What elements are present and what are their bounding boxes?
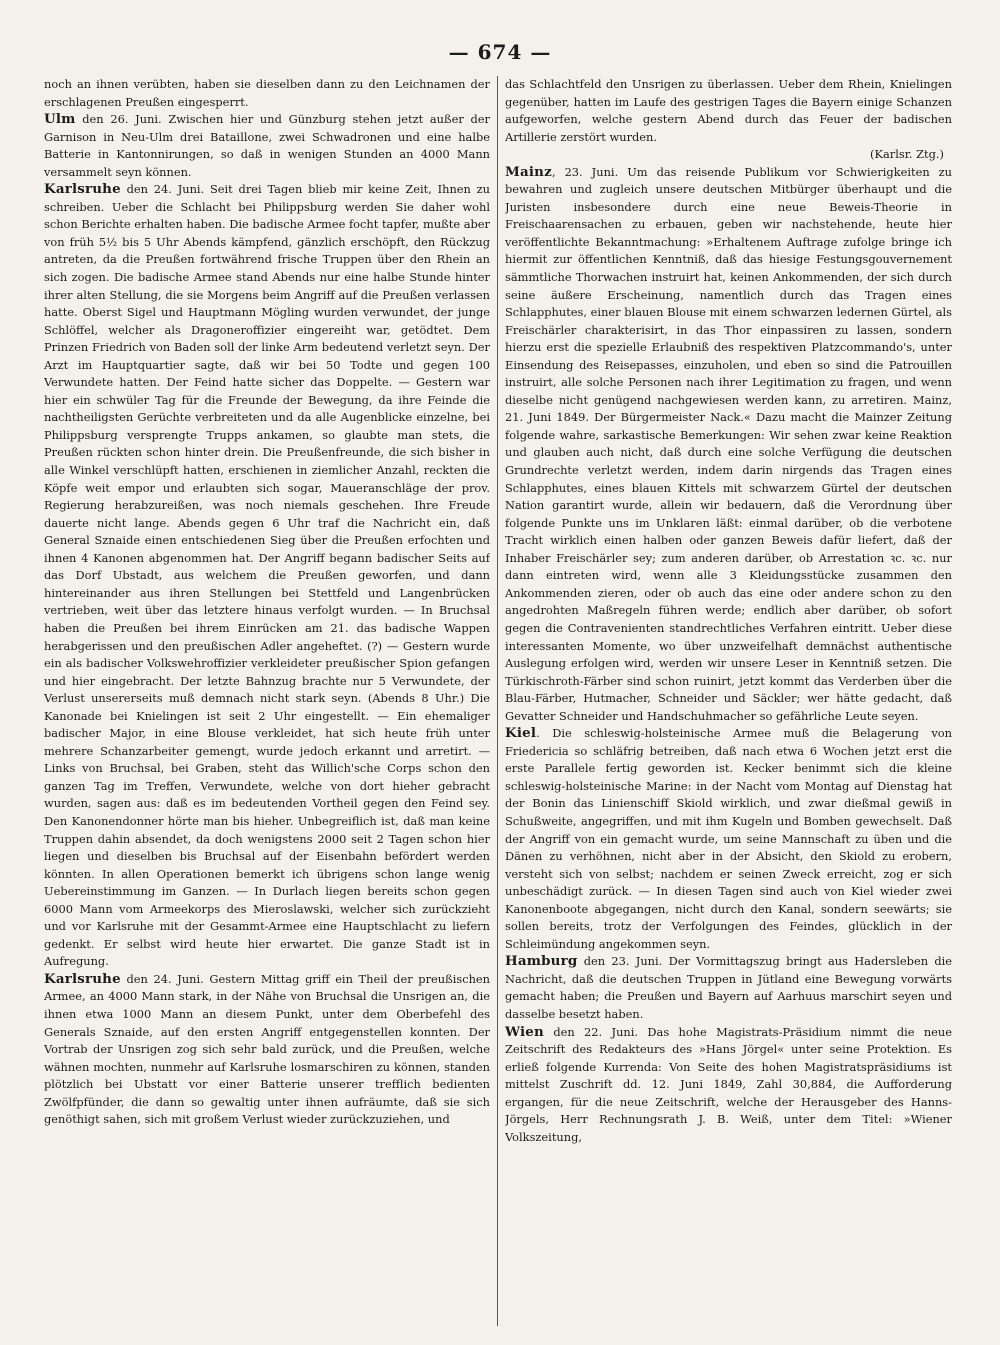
page-number: — 674 — — [448, 40, 552, 64]
article-paragraph — [44, 971, 490, 1129]
source-attribution — [505, 146, 952, 164]
article-text: den 23. Juni. Der Vormittagszug bringt aus Hadersleben die Nachricht, daß die deutschen Truppen in Jütland eine Bewegung vorwärts gemacht haben; die Preußen und Bayern auf Aarhuus marschirt seyen und dasselbe besetzt haben. — [505, 954, 952, 1021]
article-paragraph — [505, 76, 952, 146]
article-paragraph — [44, 181, 490, 971]
article-text: das Schlachtfeld den Unsrigen zu überlassen. Ueber dem Rhein, Knielingen gegenüber, hatten im Laufe des gestrigen Tages die Bayern einige Schanzen aufgeworfen, welche gestern Abend durch das Feuer der badischen Artillerie zerstört wurden. — [505, 77, 952, 144]
article-text: den 24. Juni. Gestern Mittag griff ein Theil der preußischen Armee, an 4000 Mann stark, in der Nähe von Bruchsal die Unsrigen an, die ihnen etwa 1000 Mann an diesem Punkt, unter dem Oberbefehl des Generals Sznaide, auf den ersten Angriff entgegenstellen konnten. Der Vortrab der Unsrigen zog sich sehr bald zurück, und die Preußen, welche wähnen mochten, nunmehr auf Karlsruhe losmarschiren zu können, standen plötzlich bei Ubstatt vor einer Batterie unserer trefflich bedienten Zwölfpfünder, die dann so gewaltig unter ihnen aufräumte, daß sie sich genöthigt sahen, sich mit großem Verlust wieder zurückzuziehen, und — [44, 971, 490, 1127]
article-paragraph — [44, 111, 490, 181]
article-text: den 26. Juni. Zwischen hier und Günzburg stehen jetzt außer der Garnison in Neu-Ulm drei Bataillone, zwei Schwadronen und eine halbe Batterie in Kantonnirungen, so daß in wenigen Stunden an 4000 Mann versammelt seyn können. — [44, 112, 490, 179]
left-column — [44, 76, 490, 1331]
dateline-place: Karlsruhe — [44, 181, 121, 198]
article-paragraph — [44, 76, 490, 111]
article-text: den 22. Juni. Das hohe Magistrats-Präsidium nimmt die neue Zeitschrift des Redakteurs des »Hans Jörgel« unter seine Protektion. Es erließ folgende Kurrenda: Von Seite des hohen Magistratspräsidiums ist mittelst Zuschrift dd. 12. Juni 1849, Zahl 30,884, die Aufforderung ergangen, für die neue Zeitschrift, welche der Herausgeber des Hanns-Jörgels, Herr Rechnungsrath J. B. Weiß, unter dem Titel: »Wiener Volkszeitung, — [505, 1024, 952, 1144]
dateline-place: Wien — [505, 1023, 544, 1040]
article-paragraph — [505, 164, 952, 726]
dateline-place: Hamburg — [505, 953, 578, 970]
dateline-place: Kiel — [505, 725, 537, 742]
article-paragraph — [505, 1024, 952, 1147]
dateline-place: Mainz — [505, 163, 552, 180]
article-text: den 24. Juni. Seit drei Tagen blieb mir keine Zeit, Ihnen zu schreiben. Ueber die Schlacht bei Philippsburg werden Sie daher wohl schon Berichte erhalten haben. Die badische Armee focht tapfer, mußte aber von früh 5½ bis 5 Uhr Abends kämpfend, gänzlich erschöpft, den Rückzug antreten, da die Preußen fortwährend frische Truppen über den Rhein an sich zogen. Die badische Armee stand Abends nur eine halbe Stunde hinter ihrer alten Stellung, die sie Morgens beim Angriff auf die Preußen verlassen hatte. Oberst Sigel und Hauptmann Mögling wurden verwundet, der junge Schlöffel, welcher als Dragoneroffizier eingereiht war, getödtet. Dem Prinzen Friedrich von Baden soll der linke Arm bedeutend verletzt seyn. Der Arzt im Hauptquartier sagte, daß wir bei 50 Todte und gegen 100 Verwundete hatten. Der Feind hatte sicher das Doppelte. — Gestern war hier ein schwüler Tag für die Freunde der Bewegung, da ihre Feinde die nachtheiligsten Gerüchte verbreiteten und da alle Augenblicke einzelne, bei Philippsburg versprengte Trupps ankamen, so glaubte man stets, die Preußen rückten schon hinter drein. Die Preußenfreunde, die sich bisher in alle Winkel verschlüpft hatten, erschienen in ziemlicher Anzahl, reckten die Köpfe weit empor und erlaubten sich sogar, Maueranschläge der prov. Regierung herabzureißen, was noch niemals geschehen. Ihre Freude dauerte nicht lange. Abends gegen 6 Uhr traf die Nachricht ein, daß General Sznaide einen entschiedenen Sieg über die Preußen erfochten und ihnen 4 Kanonen abgenommen hat. Der Angriff begann badischer Seits auf das Dorf Ubstadt, aus welchem die Preußen geworfen, und dann hintereinander aus ihren Stellungen bei Stettfeld und Langenbrücken vertrieben, weit über das letztere hinaus verfolgt wurden. — In Bruchsal haben die Preußen bei ihrem Einrücken am 21. das badische Wappen herabgerissen und den preußischen Adler angeheftet. (?) — Gestern wurde ein als badischer Volkswehroffizier verkleideter preußischer Spion gefangen und hier eingebracht. Der letzte Bahnzug brachte nur 5 Verwundete, der Verlust unsererseits muß demnach nicht stark seyn. (Abends 8 Uhr.) Die Kanonade bei Knielingen ist seit 2 Uhr eingestellt. — Ein ehemaliger badischer Major, in eine Blouse verkleidet, hat sich heute früh unter mehrere Schanzarbeiter gemengt, wurde jedoch erkannt und arretirt. — Links von Bruchsal, bei Graben, steht das Willich'sche Corps schon den ganzen Tag im Treffen, Verwundete, welche von dort hieher gebracht wurden, sagen aus: daß es im bedeutenden Vortheil gegen den Feind sey. Den Kanonendonner hörte man bis hieher. Unbegreiflich ist, daß man keine Truppen dahin absendet, da doch wenigstens 2000 seit 2 Tagen schon hier liegen und dieselben bis Bruchsal auf der Eisenbahn befördert werden könnten. In allen Operationen bemerkt ich übrigens schon lange wenig Uebereinstimmung im Ganzen. — In Durlach liegen bereits schon gegen 6000 Mann vom Armeekorps des Mieroslawski, welcher sich zurückzieht und vor Karlsruhe mit der Gesammt-Armee eine Hauptschlacht zu liefern gedenkt. Er selbst wird heute hier erwartet. Die ganze Stadt ist in Aufregung. — [44, 182, 490, 969]
article-text: , 23. Juni. Um das reisende Publikum vor Schwierigkeiten zu bewahren und zugleich unsere deutschen Mitbürger überhaupt und die Juristen insbesondere durch eine neue Beweis-Theorie in Freischaarensachen zu erbauen, geben wir nachstehende, heute hier veröffentlichte Bekanntmachung: »Erhaltenem Auftrage zufolge bringe ich hiermit zur öffentlichen Kenntniß, daß das hiesige Festungsgouvernement sämmtliche Thorwachen instruirt hat, keinen Ankommenden, der sich durch seine äußere Erscheinung, namentlich durch das Tragen eines Schlapphutes, einer blauen Blouse mit einem schwarzen ledernen Gürtel, als Freischärler charakterisirt, in das Thor einpassiren zu lassen, sondern hierzu erst die spezielle Erlaubniß des respektiven Platzcommando's, unter Einsendung des Reisepasses, einzuholen, und eben so sind die Patrouillen instruirt, alle solche Personen nach ihrer Legitimation zu fragen, und wenn dieselbe nicht genügend nachgewiesen werden kann, zu arretiren. Mainz, 21. Juni 1849. Der Bürgermeister Nack.« Dazu macht die Mainzer Zeitung folgende wahre, sarkastische Bemerkungen: Wir sehen zwar keine Reaktion und glauben auch nicht, daß durch eine solche Verfügung die deutschen Grundrechte verletzt werden, indem darin nirgends das Tragen eines Schlapphutes, eines blauen Kittels mit schwarzem Gürtel der deutschen Nation garantirt wurde, allein wir bedauern, daß die Verordnung über folgende Punkte uns im Unklaren läßt: einmal darüber, ob die verbotene Tracht wirklich einen halben oder ganzen Beweis dafür liefert, daß der Inhaber Freischärler sey; zum anderen darüber, ob Arrestation ꝛc. ꝛc. nur dann eintreten wird, wenn alle 3 Kleidungsstücke zusammen den Ankommenden zieren, oder ob auch das eine oder andere schon zu den angedrohten Maßregeln führen werde; endlich aber darüber, ob sofort gegen die Contravenienten standrechtliches Verfahren eintritt. Ueber diese interessanten Momente, wo über unzweifelhaft demnächst authentische Auslegung erfolgen wird, werden wir unsere Leser in Kenntniß setzen. Die Türkischroth-Färber sind schon ruinirt, jetzt kommt das Verderben über die Blau-Färber, Hutmacher, Schneider und Säckler; wer hätte gedacht, daß Gevatter Schneider und Handschuhmacher so gefährliche Leute seyen. — [505, 164, 952, 723]
dateline-place: Ulm — [44, 111, 76, 128]
article-text: noch an ihnen verübten, haben sie dieselben dann zu den Leichnamen der erschlagenen Preußen eingesperrt. — [44, 77, 490, 109]
column-divider — [497, 76, 498, 1326]
right-column — [505, 76, 952, 1331]
dateline-place: Karlsruhe — [44, 970, 121, 987]
source-text: (Karlsr. Ztg.) — [870, 147, 944, 162]
article-text: . Die schleswig-holsteinische Armee muß die Belagerung von Friedericia so schläfrig betreiben, daß nach etwa 6 Wochen jetzt erst die erste Parallele fertig geworden ist. Kecker benimmt sich die kleine schleswig-holsteinische Marine: in der Nacht vom Montag auf Dienstag hat der Bonin das Linienschiff Skiold wirklich, und zwar dießmal gewiß in Schußweite, angegriffen, und mit ihm Kugeln und Bomben gewechselt. Daß der Angriff von ein gemacht wurde, um seine Mannschaft zu üben und die Dänen zu verhöhnen, nicht aber in der Absicht, den Skiold zu erobern, versteht sich von selbst; nachdem er seinen Zweck erreicht, zog er sich unbeschädigt zurück. — In diesen Tagen sind auch von Kiel wieder zwei Kanonenboote abgegangen, nicht durch den Kanal, sondern seewärts; sie sollen bereits, trotz der Verfolgungen des Feindes, glücklich in der Schleimündung angekommen seyn. — [505, 726, 952, 951]
article-paragraph — [505, 953, 952, 1023]
article-paragraph — [505, 725, 952, 953]
